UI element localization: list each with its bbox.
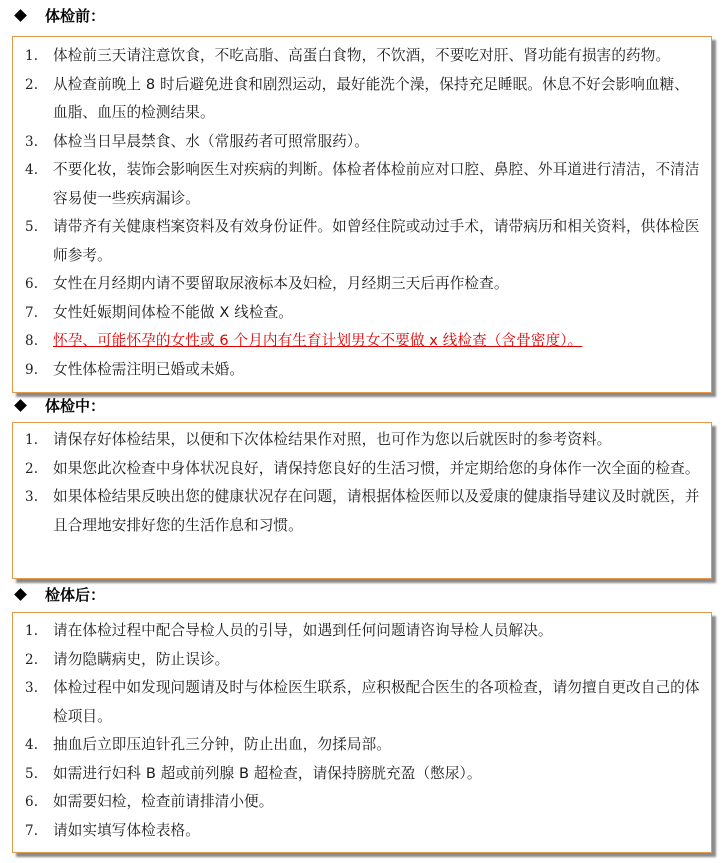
section-during-list [13,426,711,540]
section-after-title: 检体后： [45,585,106,604]
list-item: 5. 如需进行妇科 B 超或前列腺 B 超检查，请保持膀胱充盈（憋尿）。 [25,764,482,782]
list-item: 3. 体检当日早晨禁食、水（常服药者可照常服药）。 [25,132,369,150]
diamond-bullet-icon [14,588,27,601]
list-item: 3. 体检过程中如发现问题请及时与体检医生联系，应积极配合医生的各项检查，请勿擅自更改自己的体检项目。 [25,679,700,725]
list-item: 4. 不要化妆，装饰会影响医生对疾病的判断。体检者体检前应对口腔、鼻腔、外耳道进行清洁，不清洁容易使一些疾病漏诊。 [25,161,700,207]
list-item: 4. 抽血后立即压迫针孔三分钟，防止出血，勿揉局部。 [25,736,391,753]
list-item: 2. 如果您此次检查中身体状况良好，请保持您良好的生活习惯，并定期给您的身体作一次全面的检查。 [25,459,700,477]
list-item: 1. 请在体检过程中配合导检人员的引导，如遇到任何问题请咨询导检人员解决。 [25,622,553,639]
diamond-bullet-icon [14,399,27,412]
list-item: 1. 请保存好体检结果，以便和下次体检结果作对照，也可作为您以后就医时的参考资料。 [25,431,612,448]
section-after-header [14,582,105,606]
list-item: 6. 女性在月经期内请不要留取尿液标本及妇检，月经期三天后再作检查。 [25,275,509,292]
list-item: 2. 请勿隐瞒病史，防止误诊。 [25,650,230,668]
section-before-header [14,3,105,27]
section-after-list [13,617,711,845]
list-item: 2. 从检查前晚上 8 时后避免进食和剧烈运动，最好能洗个澡，保持充足睡眠。休息不好会影响血糖、血脂、血压的检测结果。 [25,75,690,121]
section-before-title: 体检前： [45,6,106,25]
diamond-bullet-icon [14,9,27,22]
list-item: 7. 女性妊娠期间体检不能做 X 线检查。 [25,303,293,321]
section-during-title: 体检中： [45,396,106,415]
section-before-list [13,42,711,384]
section-before-box [12,36,712,393]
list-item-warning: 8. 怀孕、可能怀孕的女性或 6 个月内有生育计划男女不要做 x 线检查（含骨密度）。 [25,332,583,349]
list-item: 5. 请带齐有关健康档案资料及有效身份证件。如曾经住院或动过手术，请带病历和相关资料，供体检医师参考。 [25,218,700,264]
list-item: 3. 如果体检结果反映出您的健康状况存在问题，请根据体检医师以及爱康的健康指导建议及时就医，并且合理地安排好您的生活作息和习惯。 [25,488,700,534]
section-during-header [14,393,105,417]
section-after-box [12,612,712,853]
list-item: 7. 请如实填写体检表格。 [25,821,200,839]
list-item: 9. 女性体检需注明已婚或未婚。 [25,360,245,378]
section-during-box [12,422,712,579]
xray-warning-text: 怀孕、可能怀孕的女性或 6 个月内有生育计划男女不要做 x 线检查（含骨密度）。 [53,332,583,349]
list-item: 1. 体检前三天请注意饮食，不吃高脂、高蛋白食物，不饮酒，不要吃对肝、肾功能有损害的药物。 [25,47,671,64]
list-item: 6. 如需要妇检，检查前请排清小便。 [25,793,274,810]
